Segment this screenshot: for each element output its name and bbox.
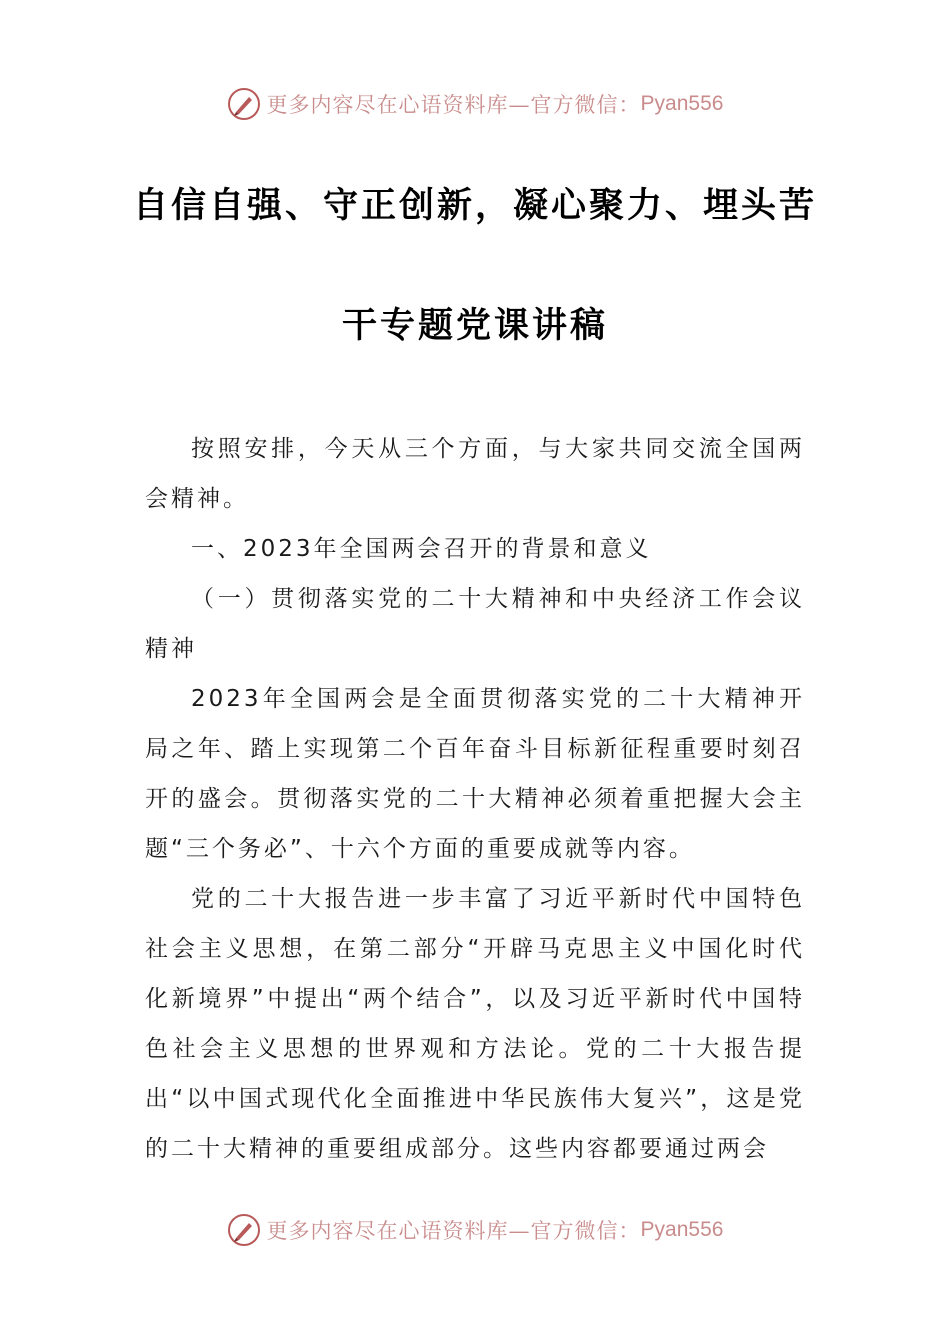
pen-logo-icon xyxy=(227,87,261,121)
pen-logo-icon xyxy=(227,1213,261,1247)
page-title-line-1: 自信自强、守正创新，凝心聚力、埋头苦 xyxy=(132,185,817,226)
wechat-id: Pyan556 xyxy=(640,92,724,115)
paragraph-intro: 按照安排，今天从三个方面，与大家共同交流全国两会精神。 xyxy=(145,436,805,512)
paragraph-body: 党的二十大报告进一步丰富了习近平新时代中国特色社会主义思想，在第二部分“开辟马克思主义中国化时代化新境界”中提出“两个结合”，以及习近平新时代中国特色社会主义思想的世界观和方法论。党的二十大报告提出“以中国式现代化全面推进中华民族伟大复兴”，这是党的二十大精神的重要组成部分。这些内容都要通过两会 xyxy=(145,886,805,1162)
page-title-line-2: 干专题党课讲稿 xyxy=(341,305,608,346)
document-body xyxy=(145,424,805,1174)
paragraph-body: 2023年全国两会是全面贯彻落实党的二十大精神开局之年、踏上实现第二个百年奋斗目标新征程重要时刻召开的盛会。贯彻落实党的二十大精神必须着重把握大会主题“三个务必”、十六个方面的重要成就等内容。 xyxy=(145,686,805,862)
banner-text: 更多内容尽在心语资料库—官方微信： xyxy=(266,1219,641,1243)
section-heading-1: 一、2023年全国两会召开的背景和意义 xyxy=(191,536,652,562)
footer-banner xyxy=(0,1210,950,1250)
wechat-id: Pyan556 xyxy=(640,1218,724,1241)
header-banner xyxy=(0,84,950,124)
subsection-heading-1: （一）贯彻落实党的二十大精神和中央经济工作会议精神 xyxy=(145,586,805,662)
banner-text: 更多内容尽在心语资料库—官方微信： xyxy=(266,93,641,117)
